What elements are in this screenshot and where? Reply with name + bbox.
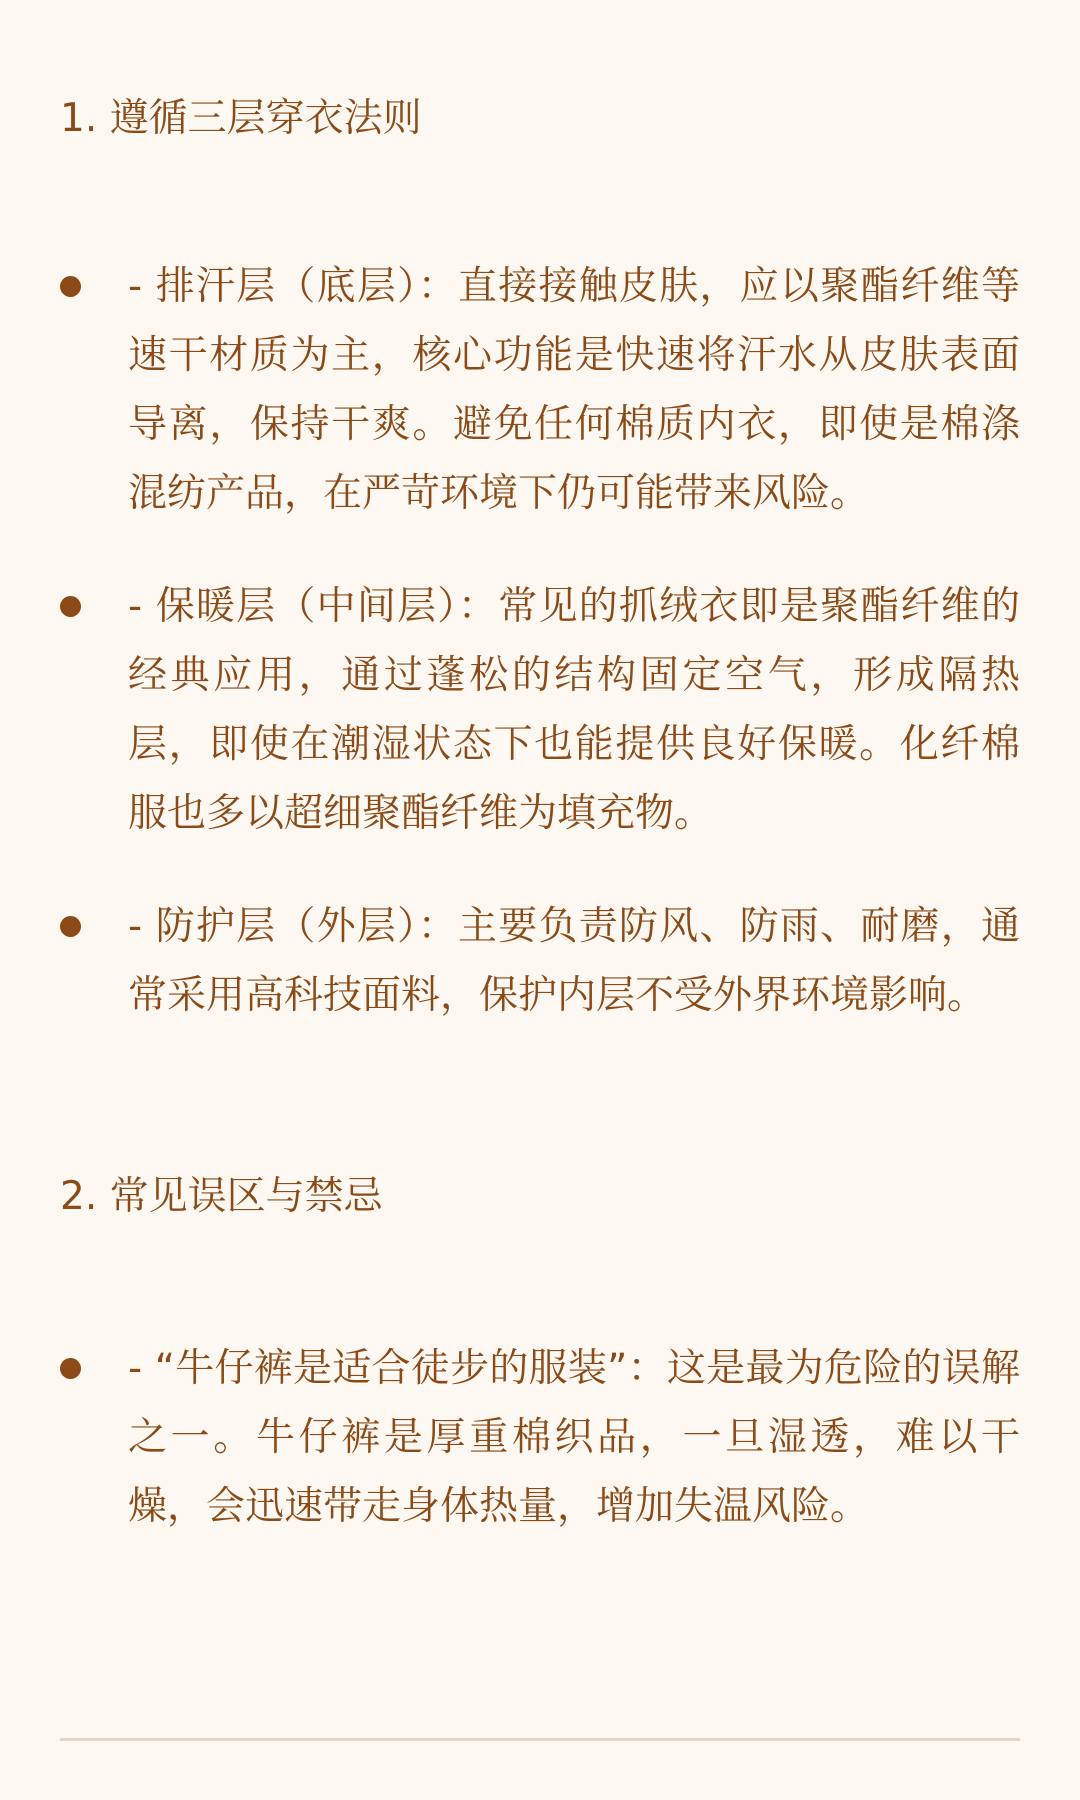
list-item [0,252,1080,528]
section-heading-layering: 1. 遵循三层穿衣法则 [60,96,422,141]
bullet-list-layering [0,252,1080,1074]
bullet-dot-icon [60,596,81,617]
bullet-list-misconceptions [0,1334,1080,1585]
bullet-dot-icon [60,276,81,297]
list-item [0,892,1080,1030]
bullet-dot-icon [60,916,81,937]
bullet-dot-icon [60,1358,81,1379]
list-item-text: - “牛仔裤是适合徒步的服装”：这是最为危险的误解之一。牛仔裤是厚重棉织品，一旦湿透，难以干燥，会迅速带走身体热量，增加失温风险。 [128,1346,1020,1529]
section-divider [60,1738,1020,1741]
section-heading-misconceptions: 2. 常见误区与禁忌 [60,1174,383,1219]
list-item-text: - 防护层（外层）：主要负责防风、防雨、耐磨，通常采用高科技面料，保护内层不受外界环境影响。 [128,904,1020,1018]
list-item-text: - 排汗层（底层）：直接接触皮肤，应以聚酯纤维等速干材质为主，核心功能是快速将汗水从皮肤表面导离，保持干爽。避免任何棉质内衣，即使是棉涤混纺产品，在严苛环境下仍可能带来风险。 [128,264,1020,516]
list-item [0,572,1080,848]
list-item-text: - 保暖层（中间层）：常见的抓绒衣即是聚酯纤维的经典应用，通过蓬松的结构固定空气，形成隔热层，即使在潮湿状态下也能提供良好保暖。化纤棉服也多以超细聚酯纤维为填充物。 [128,584,1020,836]
list-item [0,1334,1080,1541]
